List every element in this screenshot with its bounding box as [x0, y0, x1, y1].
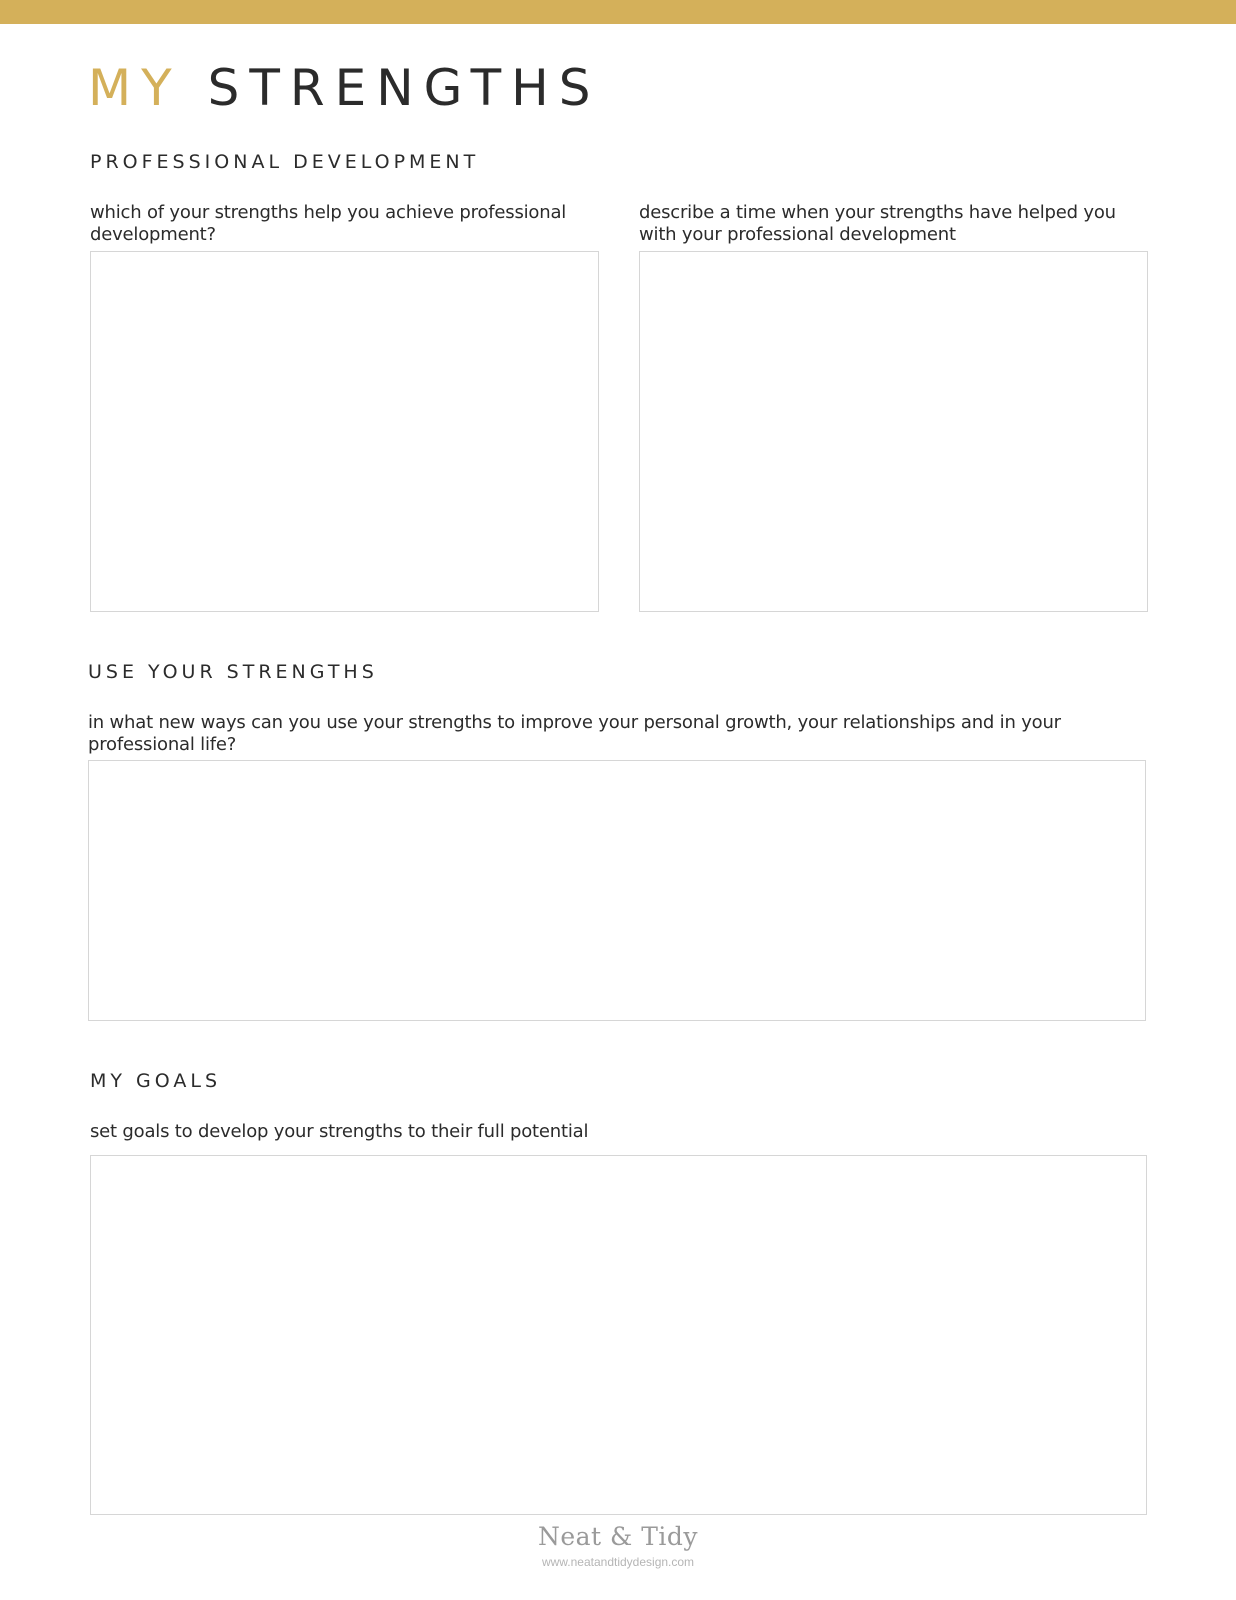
footer-website-url: www.neatandtidydesign.com — [541, 1555, 695, 1569]
answer-box-strengths-achieve[interactable] — [90, 251, 599, 612]
answer-box-new-ways[interactable] — [88, 760, 1146, 1021]
page-title-accent: MY — [88, 59, 182, 117]
page-title-main: STRENGTHS — [207, 59, 601, 117]
answer-box-strengths-helped[interactable] — [639, 251, 1148, 612]
page-title — [88, 58, 600, 118]
section-heading-use-your-strengths: USE YOUR STRENGTHS — [88, 661, 378, 683]
prompt-new-ways: in what new ways can you use your strengths to improve your personal growth, your relationships and in your professional life? — [88, 712, 1061, 755]
prompt-set-goals: set goals to develop your strengths to their full potential — [90, 1121, 589, 1142]
section-heading-professional-development: PROFESSIONAL DEVELOPMENT — [90, 151, 480, 173]
section-heading-my-goals: MY GOALS — [90, 1070, 222, 1092]
footer-brand-logo: Neat & Tidy — [537, 1522, 699, 1551]
answer-box-set-goals[interactable] — [90, 1155, 1147, 1515]
prompt-strengths-helped: describe a time when your strengths have helped you with your professional development — [639, 202, 1116, 245]
top-accent-bar — [0, 0, 1236, 24]
prompt-strengths-achieve: which of your strengths help you achieve professional development? — [90, 202, 567, 245]
